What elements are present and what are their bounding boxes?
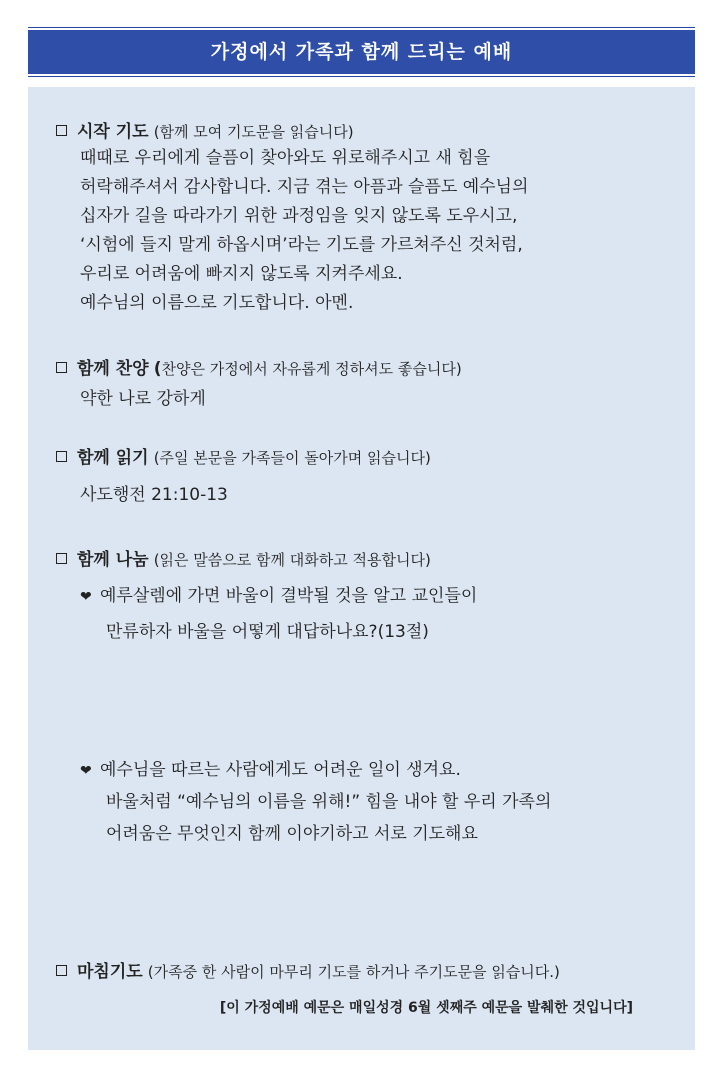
- opening-line: 십자가 길을 따라가기 위한 과정임을 잊지 않도록 도우시고,: [80, 206, 518, 226]
- source-note: [이 가정예배 예문은 매일성경 6월 셋째주 예문을 발췌한 것입니다]: [219, 1000, 633, 1016]
- section-note: (가족중 한 사람이 마무리 기도를 하거나 주기도문을 읽습니다.): [147, 963, 560, 981]
- section-note: 찬양은 가정에서 자유롭게 정하셔도 좋습니다): [161, 360, 462, 378]
- checkbox-icon: [56, 965, 67, 976]
- section-sharing: [56, 549, 431, 571]
- question-line: 예루살렘에 가면 바울이 결박될 것을 알고 교인들이: [100, 586, 478, 606]
- section-closing-prayer: [56, 961, 560, 983]
- praise-song: 약한 나로 강하게: [80, 389, 206, 409]
- checkbox-icon: [56, 362, 67, 373]
- opening-line: ‘시험에 들지 말게 하옵시며’라는 기도를 가르쳐주신 것처럼,: [80, 235, 523, 255]
- sharing-question-1: [80, 584, 477, 609]
- opening-line: 허락해주셔서 감사합니다. 지금 겪는 아픔과 슬픔도 예수님의: [80, 177, 529, 197]
- section-opening-prayer: [56, 121, 354, 143]
- section-title: 함께 찬양: [77, 359, 149, 379]
- question-line: 만류하자 바울을 어떻게 대답하나요?(13절): [106, 622, 429, 642]
- section-note-paren: (: [153, 359, 162, 379]
- heart-icon: ❤: [80, 763, 92, 779]
- section-title: 함께 읽기: [77, 448, 149, 468]
- opening-line: 예수님의 이름으로 기도합니다. 아멘.: [80, 293, 354, 313]
- section-praise: [56, 358, 462, 380]
- opening-line: 때때로 우리에게 슬픔이 찾아와도 위로해주시고 새 힘을: [80, 148, 491, 168]
- opening-line: 우리로 어려움에 빠지지 않도록 지켜주세요.: [80, 264, 403, 284]
- question-line: 바울처럼 “예수님의 이름을 위해!” 힘을 내야 할 우리 가족의: [106, 792, 552, 812]
- page-title: 가정에서 가족과 함께 드리는 예배: [28, 30, 695, 74]
- sharing-question-2: [80, 758, 461, 783]
- question-line: 어려움은 무엇인지 함께 이야기하고 서로 기도해요: [106, 824, 478, 844]
- checkbox-icon: [56, 553, 67, 564]
- section-note: (주일 본문을 가족들이 돌아가며 읽습니다): [153, 449, 431, 467]
- heart-icon: ❤: [80, 589, 92, 605]
- section-title: 함께 나눔: [77, 550, 149, 570]
- section-note: (함께 모여 기도문을 읽습니다): [153, 123, 354, 141]
- header: [28, 27, 695, 77]
- header-bottom-rule: [28, 76, 695, 77]
- checkbox-icon: [56, 125, 67, 136]
- section-reading: [56, 447, 431, 469]
- section-title: 시작 기도: [77, 122, 149, 142]
- section-title: 마침기도: [77, 962, 143, 982]
- header-top-rule: [28, 27, 695, 28]
- scripture-reference: 사도행전 21:10-13: [80, 485, 228, 505]
- checkbox-icon: [56, 451, 67, 462]
- question-line: 예수님을 따르는 사람에게도 어려운 일이 생겨요.: [100, 760, 461, 780]
- section-note: (읽은 말씀으로 함께 대화하고 적용합니다): [153, 551, 431, 569]
